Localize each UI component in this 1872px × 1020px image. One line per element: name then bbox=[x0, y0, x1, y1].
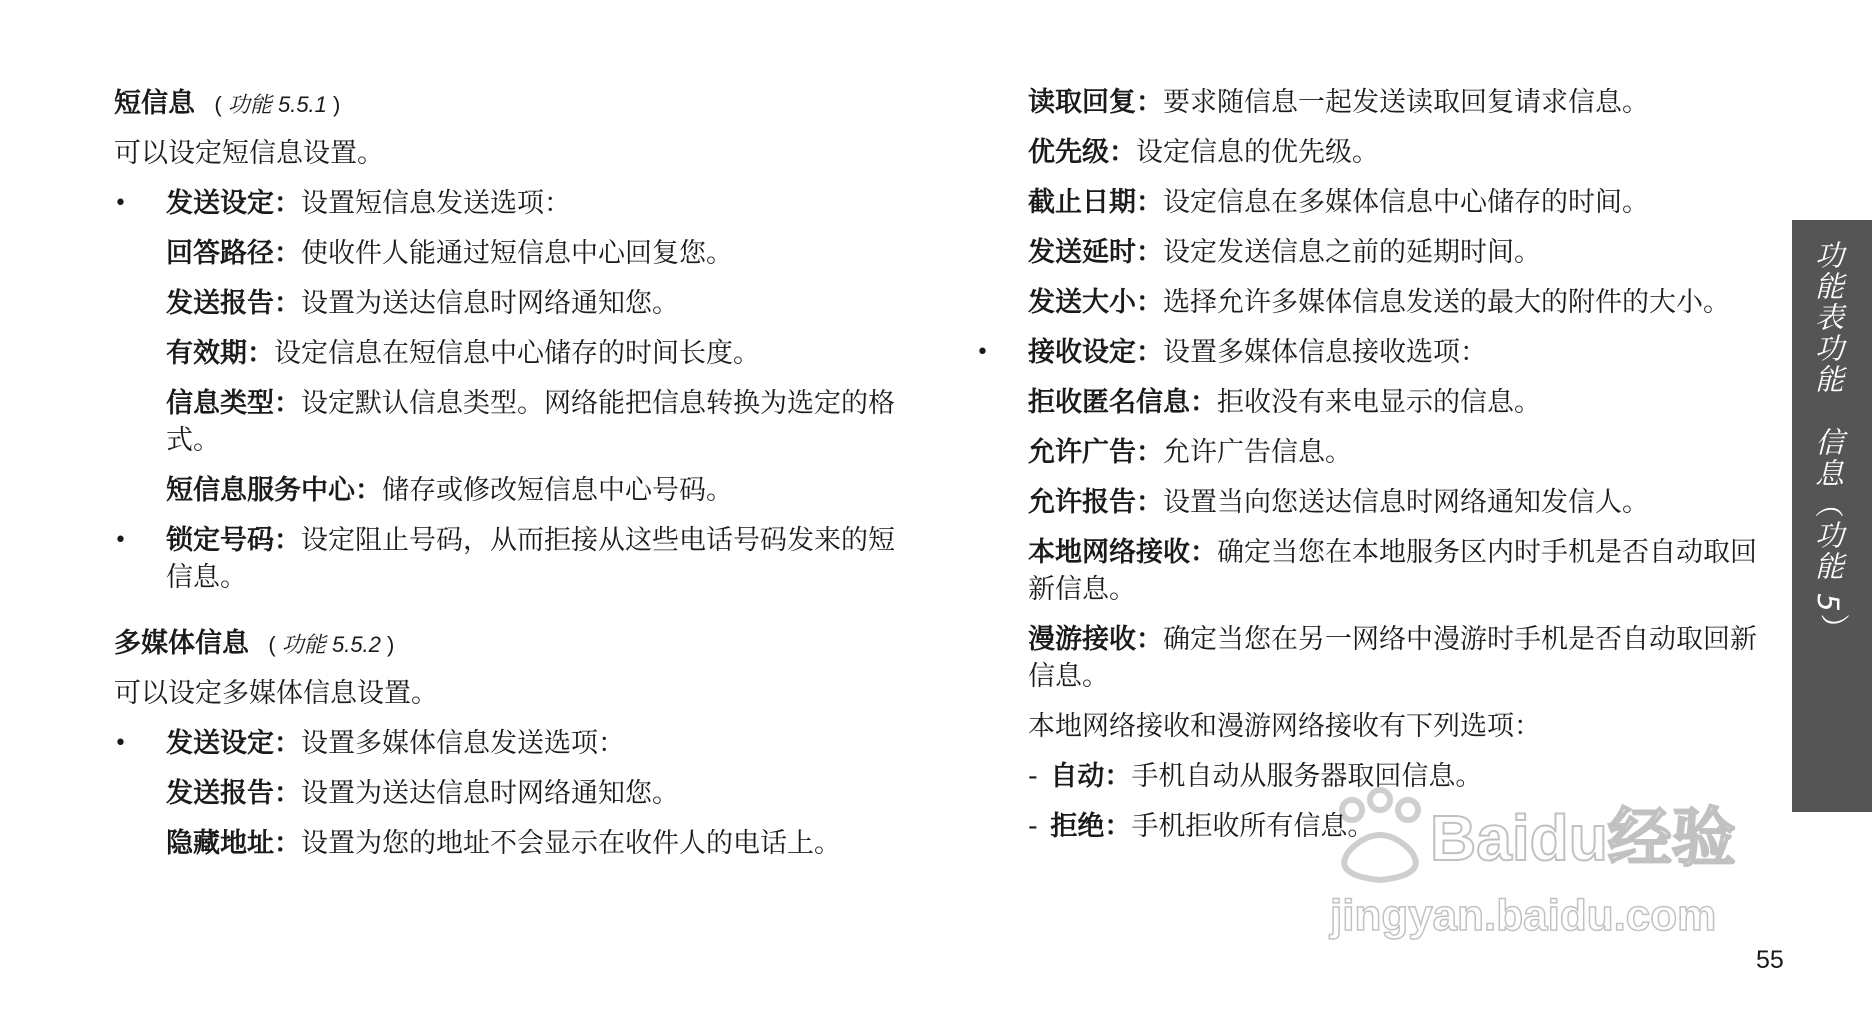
bullet-icon: • bbox=[976, 340, 989, 365]
item-term: 发送报告： bbox=[166, 288, 301, 319]
sms-item-reply-path bbox=[114, 235, 914, 272]
item-text: 确定当您在另一网络中漫游时手机是否自动取回新信息。 bbox=[1028, 624, 1757, 692]
mms-item-read-reply bbox=[1028, 84, 1760, 121]
item-text: 设定信息在短信息中心储存的时间长度。 bbox=[274, 338, 760, 369]
side-tab-text bbox=[1808, 240, 1849, 645]
mms-item-send-size bbox=[1028, 284, 1760, 321]
mms-item-expiry bbox=[1028, 184, 1760, 221]
mms-item-allow-ads bbox=[1028, 434, 1760, 471]
watermark-brand: Baidu经验 bbox=[1430, 802, 1736, 874]
sms-item-validity bbox=[114, 335, 914, 372]
item-text: 拒收没有来电显示的信息。 bbox=[1217, 387, 1541, 418]
sms-item-delivery-report bbox=[114, 285, 914, 322]
dash-marker: - bbox=[1028, 761, 1038, 792]
mms-item-receive-settings bbox=[976, 334, 1760, 371]
left-column bbox=[114, 84, 914, 875]
sms-title: 短信息 bbox=[114, 88, 195, 119]
sms-func-label: 功能 5.5.1 bbox=[227, 92, 327, 117]
item-term: 截止日期： bbox=[1028, 187, 1163, 218]
page-number: 55 bbox=[1756, 946, 1784, 974]
item-text: 设定默认信息类型。网络能把信息转换为选定的格式。 bbox=[166, 388, 895, 456]
bullet-icon: • bbox=[114, 191, 127, 216]
mms-item-home-network bbox=[1028, 534, 1760, 608]
item-text: 设置短信息发送选项： bbox=[301, 188, 571, 219]
mms-function-number: ( 功能 5.5.2 ) bbox=[268, 632, 395, 657]
sms-item-message-type bbox=[114, 385, 914, 459]
side-tab-part2: 信息（功能 5） bbox=[1811, 427, 1845, 645]
item-term: 短信息服务中心： bbox=[166, 475, 382, 506]
item-text: 设定信息在多媒体信息中心储存的时间。 bbox=[1163, 187, 1649, 218]
item-term: 发送报告： bbox=[166, 778, 301, 809]
item-term: 本地网络接收： bbox=[1028, 537, 1217, 568]
mms-item-delivery-report bbox=[114, 775, 914, 812]
item-term: 锁定号码： bbox=[166, 525, 301, 556]
option-reject bbox=[1028, 808, 1760, 845]
item-text: 储存或修改短信息中心号码。 bbox=[382, 475, 733, 506]
item-text: 设置当向您送达信息时网络通知发信人。 bbox=[1163, 487, 1649, 518]
item-term: 自动： bbox=[1050, 761, 1132, 792]
item-text: 设置多媒体信息发送选项： bbox=[301, 728, 625, 759]
mms-intro: 可以设定多媒体信息设置。 bbox=[114, 678, 438, 709]
item-text: 手机拒收所有信息。 bbox=[1131, 811, 1375, 842]
chapter-side-tab bbox=[1792, 220, 1872, 812]
item-term: 漫游接收： bbox=[1028, 624, 1163, 655]
sms-item-send-settings bbox=[114, 185, 914, 222]
mms-item-send-settings bbox=[114, 725, 914, 762]
item-term: 拒收匿名信息： bbox=[1028, 387, 1217, 418]
item-text: 手机自动从服务器取回信息。 bbox=[1131, 761, 1483, 792]
mms-func-label: 功能 5.5.2 bbox=[281, 632, 381, 657]
item-term: 有效期： bbox=[166, 338, 274, 369]
sms-function-number: ( 功能 5.5.1 ) bbox=[214, 92, 341, 117]
sms-item-service-center bbox=[114, 472, 914, 509]
item-text: 选择允许多媒体信息发送的最大的附件的大小。 bbox=[1163, 287, 1730, 318]
options-intro: 本地网络接收和漫游网络接收有下列选项： bbox=[1028, 711, 1541, 742]
watermark-url: jingyan.baidu.com bbox=[1330, 891, 1717, 940]
item-term: 优先级： bbox=[1028, 137, 1136, 168]
bullet-icon: • bbox=[114, 528, 127, 553]
item-term: 读取回复： bbox=[1028, 87, 1163, 118]
mms-item-hide-address bbox=[114, 825, 914, 862]
item-text: 设定发送信息之前的延期时间。 bbox=[1163, 237, 1541, 268]
mms-title: 多媒体信息 bbox=[114, 628, 249, 659]
item-term: 发送设定： bbox=[166, 728, 301, 759]
item-term: 信息类型： bbox=[166, 388, 301, 419]
item-text: 设置为送达信息时网络通知您。 bbox=[301, 778, 679, 809]
item-text: 设置为送达信息时网络通知您。 bbox=[301, 288, 679, 319]
item-text: 确定当您在本地服务区内时手机是否自动取回新信息。 bbox=[1028, 537, 1757, 605]
item-term: 发送延时： bbox=[1028, 237, 1163, 268]
sms-section-title bbox=[114, 84, 914, 125]
item-term: 接收设定： bbox=[1028, 337, 1163, 368]
sms-item-blocked-numbers bbox=[114, 522, 914, 596]
item-text: 使收件人能通过短信息中心回复您。 bbox=[301, 238, 733, 269]
mms-item-reject-anonymous bbox=[1028, 384, 1760, 421]
mms-item-allow-report bbox=[1028, 484, 1760, 521]
item-term: 发送大小： bbox=[1028, 287, 1163, 318]
item-term: 拒绝： bbox=[1050, 811, 1132, 842]
right-column bbox=[976, 84, 1760, 858]
item-text: 设置为您的地址不会显示在收件人的电话上。 bbox=[301, 828, 841, 859]
option-auto bbox=[1028, 758, 1760, 795]
dash-marker: - bbox=[1028, 811, 1038, 842]
item-term: 发送设定： bbox=[166, 188, 301, 219]
mms-section-title bbox=[114, 624, 914, 665]
item-text: 要求随信息一起发送读取回复请求信息。 bbox=[1163, 87, 1649, 118]
bullet-icon: • bbox=[114, 731, 127, 756]
item-term: 回答路径： bbox=[166, 238, 301, 269]
item-term: 允许报告： bbox=[1028, 487, 1163, 518]
side-tab-part1: 功能表功能 bbox=[1811, 240, 1845, 395]
item-text: 设置多媒体信息接收选项： bbox=[1163, 337, 1487, 368]
sms-intro: 可以设定短信息设置。 bbox=[114, 138, 384, 169]
item-term: 允许广告： bbox=[1028, 437, 1163, 468]
item-text: 允许广告信息。 bbox=[1163, 437, 1352, 468]
mms-item-roaming bbox=[1028, 621, 1760, 695]
mms-item-send-delay bbox=[1028, 234, 1760, 271]
mms-item-priority bbox=[1028, 134, 1760, 171]
item-text: 设定信息的优先级。 bbox=[1136, 137, 1379, 168]
item-text: 设定阻止号码，从而拒接从这些电话号码发来的短信息。 bbox=[166, 525, 895, 593]
item-term: 隐藏地址： bbox=[166, 828, 301, 859]
